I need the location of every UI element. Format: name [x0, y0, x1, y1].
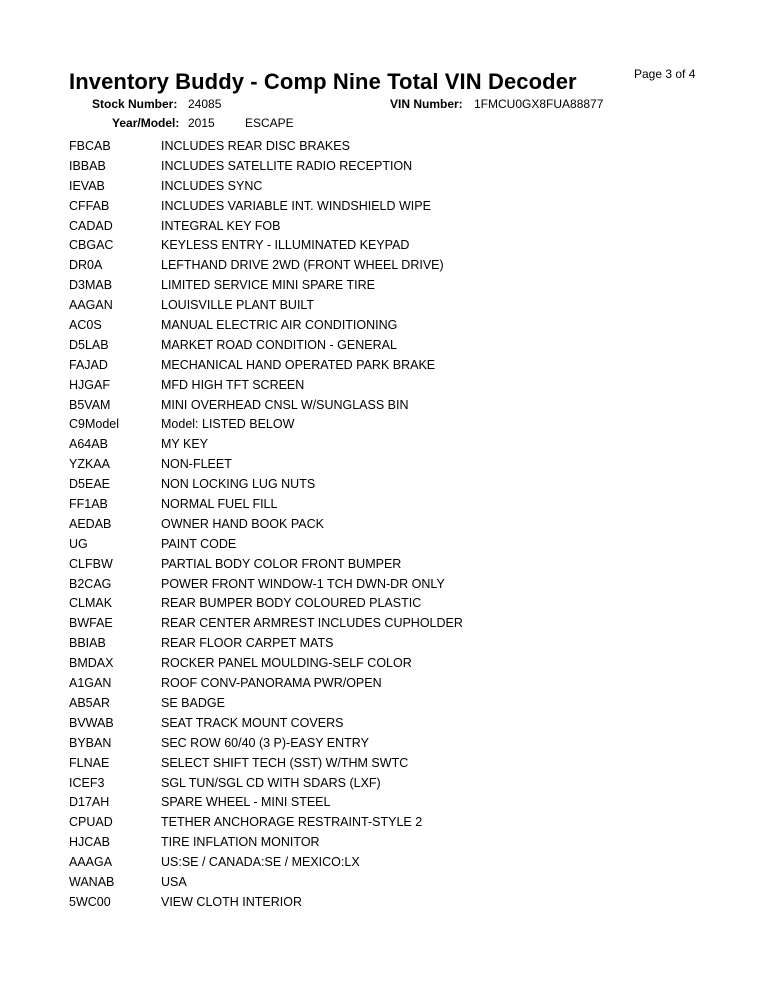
- option-description: NORMAL FUEL FILL: [161, 497, 278, 512]
- option-description: ROCKER PANEL MOULDING-SELF COLOR: [161, 656, 412, 671]
- option-code: UG: [69, 536, 88, 551]
- option-code: A64AB: [69, 437, 108, 452]
- option-description: MFD HIGH TFT SCREEN: [161, 377, 305, 392]
- list-item: [69, 255, 669, 275]
- stock-number-value: 24085: [188, 97, 222, 111]
- option-code: CPUAD: [69, 815, 113, 830]
- option-description: NON-FLEET: [161, 457, 232, 472]
- model-value: ESCAPE: [245, 116, 294, 130]
- option-description: US:SE / CANADA:SE / MEXICO:LX: [161, 855, 360, 870]
- option-description: MINI OVERHEAD CNSL W/SUNGLASS BIN: [161, 397, 409, 412]
- option-code: AAGAN: [69, 298, 113, 313]
- list-item: [69, 872, 669, 892]
- option-description: NON LOCKING LUG NUTS: [161, 477, 316, 492]
- option-description: MANUAL ELECTRIC AIR CONDITIONING: [161, 318, 398, 333]
- list-item: [69, 315, 669, 335]
- list-item: [69, 216, 669, 236]
- option-code: AC0S: [69, 318, 102, 333]
- list-item: [69, 434, 669, 454]
- list-item: [69, 295, 669, 315]
- list-item: [69, 335, 669, 355]
- option-code-list: [69, 136, 669, 912]
- option-code: CFFAB: [69, 198, 110, 213]
- option-description: SGL TUN/SGL CD WITH SDARS (LXF): [161, 775, 381, 790]
- option-description: PAINT CODE: [161, 536, 237, 551]
- option-code: C9Model: [69, 417, 120, 432]
- list-item: [69, 454, 669, 474]
- option-description: KEYLESS ENTRY - ILLUMINATED KEYPAD: [161, 238, 410, 253]
- option-description: SPARE WHEEL - MINI STEEL: [161, 795, 331, 810]
- list-item: [69, 852, 669, 872]
- option-code: AAAGA: [69, 855, 113, 870]
- list-item: [69, 156, 669, 176]
- option-code: FAJAD: [69, 357, 108, 372]
- option-code: YZKAA: [69, 457, 110, 472]
- option-description: TIRE INFLATION MONITOR: [161, 835, 320, 850]
- list-item: [69, 395, 669, 415]
- option-description: INCLUDES VARIABLE INT. WINDSHIELD WIPE: [161, 198, 431, 213]
- option-code: ICEF3: [69, 775, 105, 790]
- option-code: D17AH: [69, 795, 110, 810]
- option-description: MARKET ROAD CONDITION - GENERAL: [161, 337, 397, 352]
- stock-number-label: Stock Number:: [92, 97, 178, 111]
- option-description: LEFTHAND DRIVE 2WD (FRONT WHEEL DRIVE): [161, 258, 444, 273]
- option-code: WANAB: [69, 874, 115, 889]
- option-description: SELECT SHIFT TECH (SST) W/THM SWTC: [161, 755, 409, 770]
- option-description: MECHANICAL HAND OPERATED PARK BRAKE: [161, 357, 436, 372]
- list-item: [69, 892, 669, 912]
- list-item: [69, 613, 669, 633]
- option-code: D3MAB: [69, 278, 113, 293]
- option-description: INCLUDES SATELLITE RADIO RECEPTION: [161, 158, 413, 173]
- option-code: CLFBW: [69, 556, 113, 571]
- list-item: [69, 176, 669, 196]
- option-code: BBIAB: [69, 636, 106, 651]
- list-item: [69, 514, 669, 534]
- vin-number-label: VIN Number:: [390, 97, 463, 111]
- option-code: B2CAG: [69, 576, 112, 591]
- option-code: FLNAE: [69, 755, 110, 770]
- option-code: HJGAF: [69, 377, 110, 392]
- option-code: DR0A: [69, 258, 103, 273]
- option-code: A1GAN: [69, 676, 112, 691]
- option-description: REAR FLOOR CARPET MATS: [161, 636, 334, 651]
- list-item: [69, 633, 669, 653]
- year-value: 2015: [188, 116, 215, 130]
- document-title: Inventory Buddy - Comp Nine Total VIN Decoder: [69, 69, 577, 94]
- option-description: MY KEY: [161, 437, 209, 452]
- list-item: [69, 653, 669, 673]
- option-code: HJCAB: [69, 835, 110, 850]
- list-item: [69, 414, 669, 434]
- option-code: BWFAE: [69, 616, 113, 631]
- page-number: Page 3 of 4: [634, 67, 696, 81]
- list-item: [69, 673, 669, 693]
- list-item: [69, 574, 669, 594]
- list-item: [69, 554, 669, 574]
- option-description: USA: [161, 874, 187, 889]
- option-description: POWER FRONT WINDOW-1 TCH DWN-DR ONLY: [161, 576, 445, 591]
- list-item: [69, 792, 669, 812]
- option-description: SEC ROW 60/40 (3 P)-EASY ENTRY: [161, 735, 369, 750]
- list-item: [69, 474, 669, 494]
- option-description: REAR BUMPER BODY COLOURED PLASTIC: [161, 596, 422, 611]
- option-code: IEVAB: [69, 178, 105, 193]
- list-item: [69, 136, 669, 156]
- list-item: [69, 812, 669, 832]
- list-item: [69, 753, 669, 773]
- list-item: [69, 375, 669, 395]
- option-description: OWNER HAND BOOK PACK: [161, 516, 324, 531]
- option-description: TETHER ANCHORAGE RESTRAINT-STYLE 2: [161, 815, 423, 830]
- option-description: ROOF CONV-PANORAMA PWR/OPEN: [161, 676, 382, 691]
- option-code: 5WC00: [69, 894, 111, 909]
- list-item: [69, 275, 669, 295]
- list-item: [69, 733, 669, 753]
- option-description: LOUISVILLE PLANT BUILT: [161, 298, 315, 313]
- option-code: CBGAC: [69, 238, 114, 253]
- option-code: AEDAB: [69, 516, 112, 531]
- list-item: [69, 693, 669, 713]
- list-item: [69, 773, 669, 793]
- option-code: D5LAB: [69, 337, 109, 352]
- option-code: CLMAK: [69, 596, 113, 611]
- option-code: D5EAE: [69, 477, 110, 492]
- list-item: [69, 832, 669, 852]
- option-description: Model: LISTED BELOW: [161, 417, 295, 432]
- list-item: [69, 494, 669, 514]
- option-description: PARTIAL BODY COLOR FRONT BUMPER: [161, 556, 402, 571]
- option-code: FF1AB: [69, 497, 108, 512]
- option-description: REAR CENTER ARMREST INCLUDES CUPHOLDER: [161, 616, 463, 631]
- year-model-label: Year/Model:: [112, 116, 180, 130]
- option-description: SEAT TRACK MOUNT COVERS: [161, 715, 344, 730]
- list-item: [69, 196, 669, 216]
- list-item: [69, 355, 669, 375]
- option-code: B5VAM: [69, 397, 111, 412]
- option-description: INCLUDES SYNC: [161, 178, 263, 193]
- list-item: [69, 713, 669, 733]
- option-code: FBCAB: [69, 139, 111, 153]
- option-code: BYBAN: [69, 735, 112, 750]
- list-item: [69, 593, 669, 613]
- list-item: [69, 534, 669, 554]
- option-description: INTEGRAL KEY FOB: [161, 218, 281, 233]
- option-code: AB5AR: [69, 695, 110, 710]
- list-item: [69, 235, 669, 255]
- option-description: VIEW CLOTH INTERIOR: [161, 894, 302, 909]
- option-code: BMDAX: [69, 656, 114, 671]
- vin-number-value: 1FMCU0GX8FUA88877: [474, 97, 604, 111]
- option-description: SE BADGE: [161, 695, 225, 710]
- option-description: INCLUDES REAR DISC BRAKES: [161, 139, 350, 153]
- option-code: BVWAB: [69, 715, 114, 730]
- option-description: LIMITED SERVICE MINI SPARE TIRE: [161, 278, 375, 293]
- option-code: CADAD: [69, 218, 113, 233]
- option-code: IBBAB: [69, 158, 106, 173]
